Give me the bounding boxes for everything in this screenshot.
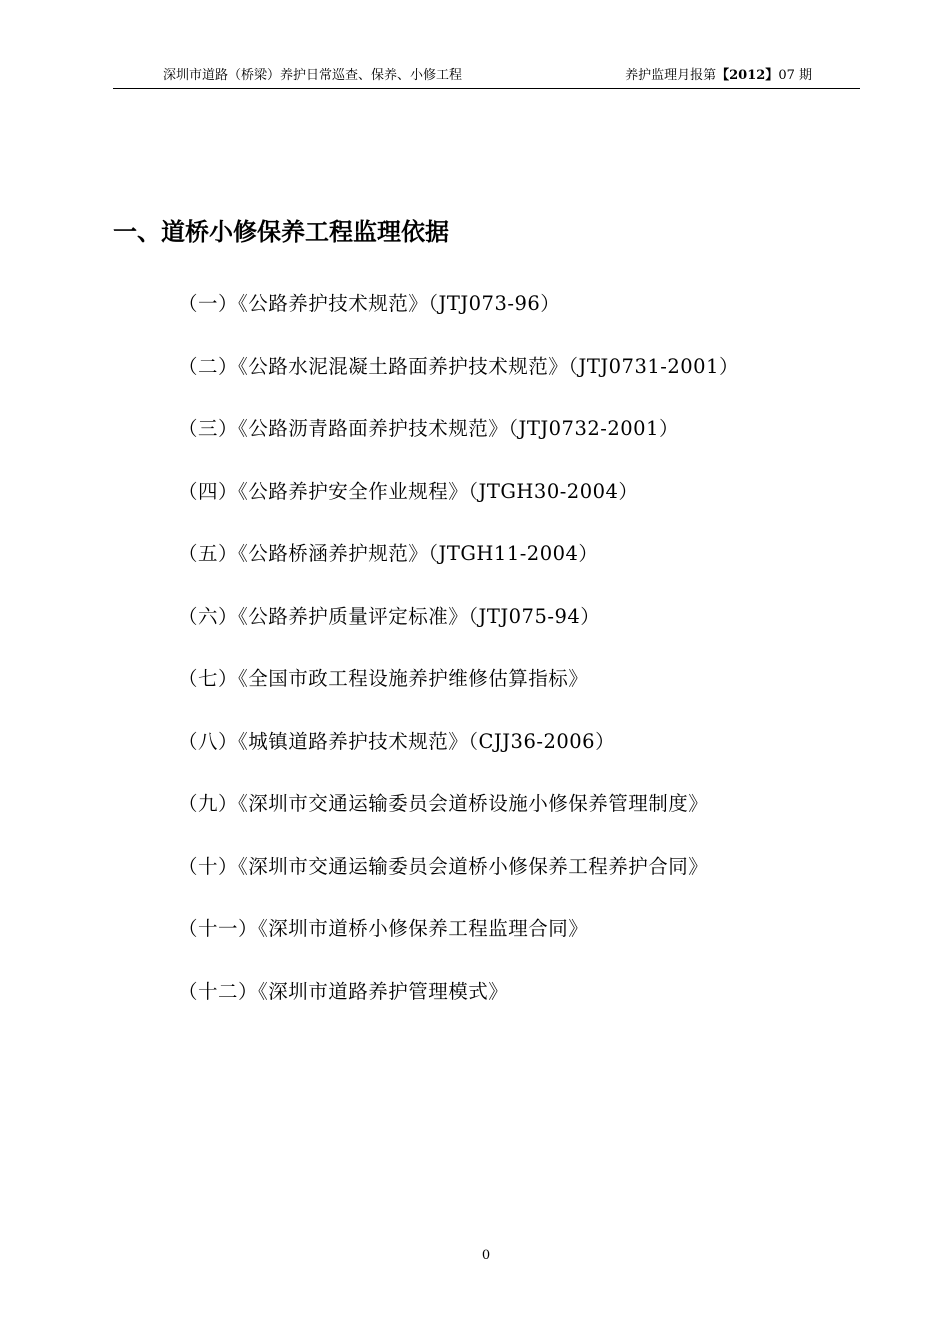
reference-item: （二）《公路水泥混凝土路面养护技术规范》（JTJ0731-2001） bbox=[178, 354, 739, 378]
header-report-year: 【2012】 bbox=[716, 68, 779, 83]
header-report-prefix: 养护监理月报第 bbox=[625, 68, 717, 83]
reference-item: （四）《公路养护安全作业规程》（JTGH30-2004） bbox=[178, 479, 639, 503]
reference-item: （十二）《深圳市道路养护管理模式》 bbox=[178, 979, 509, 1003]
reference-item: （九）《深圳市交通运输委员会道桥设施小修保养管理制度》 bbox=[178, 792, 709, 815]
header-report-suffix: 07 期 bbox=[778, 68, 812, 83]
header-project-title: 深圳市道路（桥梁）养护日常巡查、保养、小修工程 bbox=[163, 68, 463, 83]
reference-item: （八）《城镇道路养护技术规范》（CJJ36-2006） bbox=[178, 729, 616, 753]
reference-item: （三）《公路沥青路面养护技术规范》（JTJ0732-2001） bbox=[178, 417, 679, 440]
reference-item: （六）《公路养护质量评定标准》（JTJ075-94） bbox=[178, 604, 601, 628]
page-number: 0 bbox=[481, 1248, 491, 1263]
page-header bbox=[113, 64, 860, 89]
reference-item: （十）《深圳市交通运输委员会道桥小修保养工程养护合同》 bbox=[178, 854, 709, 878]
reference-list bbox=[178, 288, 739, 1038]
reference-item: （五）《公路桥涵养护规范》（JTGH11-2004） bbox=[178, 542, 599, 565]
reference-item: （一）《公路养护技术规范》（JTJ073-96） bbox=[178, 292, 561, 315]
reference-item: （十一）《深圳市道桥小修保养工程监理合同》 bbox=[178, 917, 589, 940]
reference-item: （七）《全国市政工程设施养护维修估算指标》 bbox=[178, 667, 589, 690]
header-report-number bbox=[625, 64, 812, 88]
section-title: 一、道桥小修保养工程监理依据 bbox=[113, 218, 449, 246]
